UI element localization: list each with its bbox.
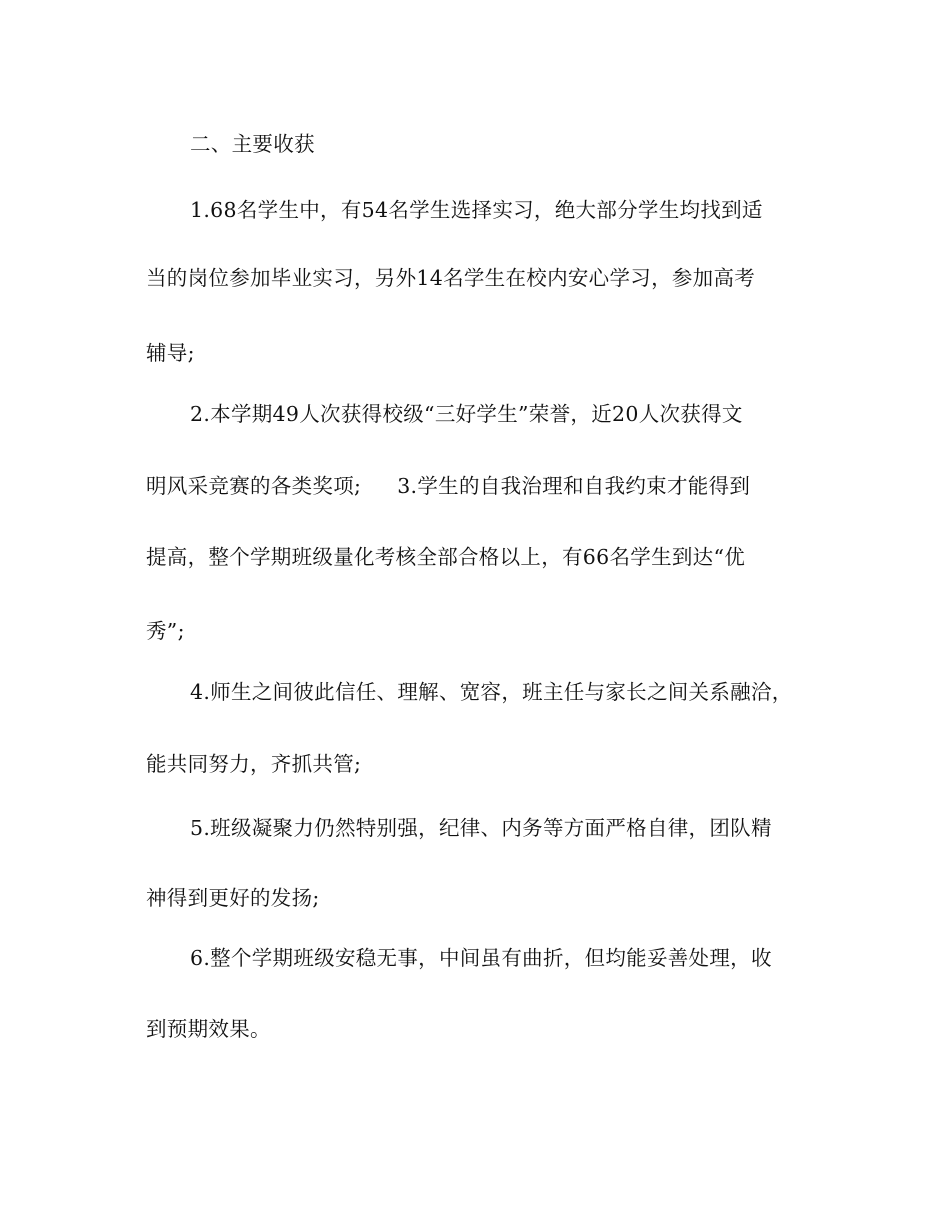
paragraph-line: 2.本学期49人次获得校级“三好学生”荣誉，近20人次获得文: [190, 402, 743, 426]
paragraph-fragment: 明风采竞赛的各类奖项;: [146, 474, 362, 498]
paragraph-line-combined: [146, 472, 750, 500]
paragraph-line: 当的岗位参加毕业实习，另外14名学生在校内安心学习，参加高考: [146, 266, 756, 290]
paragraph-line: 6.整个学期班级安稳无事，中间虽有曲折，但均能妥善处理，收: [190, 946, 772, 970]
section-heading: 二、主要收获: [190, 132, 315, 156]
paragraph-line: 到预期效果。: [146, 1017, 271, 1041]
paragraph-line: 辅导;: [146, 341, 195, 365]
paragraph-line: 能共同努力，齐抓共管;: [146, 752, 362, 776]
paragraph-line: 秀”;: [146, 619, 185, 643]
paragraph-line: 提高，整个学期班级量化考核全部合格以上，有66名学生到达“优: [146, 545, 746, 569]
paragraph-line: 1.68名学生中，有54名学生选择实习，绝大部分学生均找到适: [190, 198, 763, 222]
paragraph-line: 神得到更好的发扬;: [146, 886, 320, 910]
paragraph-line: 5.班级凝聚力仍然特别强，纪律、内务等方面严格自律，团队精: [190, 816, 772, 840]
paragraph-fragment: 3.学生的自我治理和自我约束才能得到: [397, 474, 751, 498]
paragraph-line: 4.师生之间彼此信任、理解、宽容，班主任与家长之间关系融洽，: [190, 680, 793, 704]
